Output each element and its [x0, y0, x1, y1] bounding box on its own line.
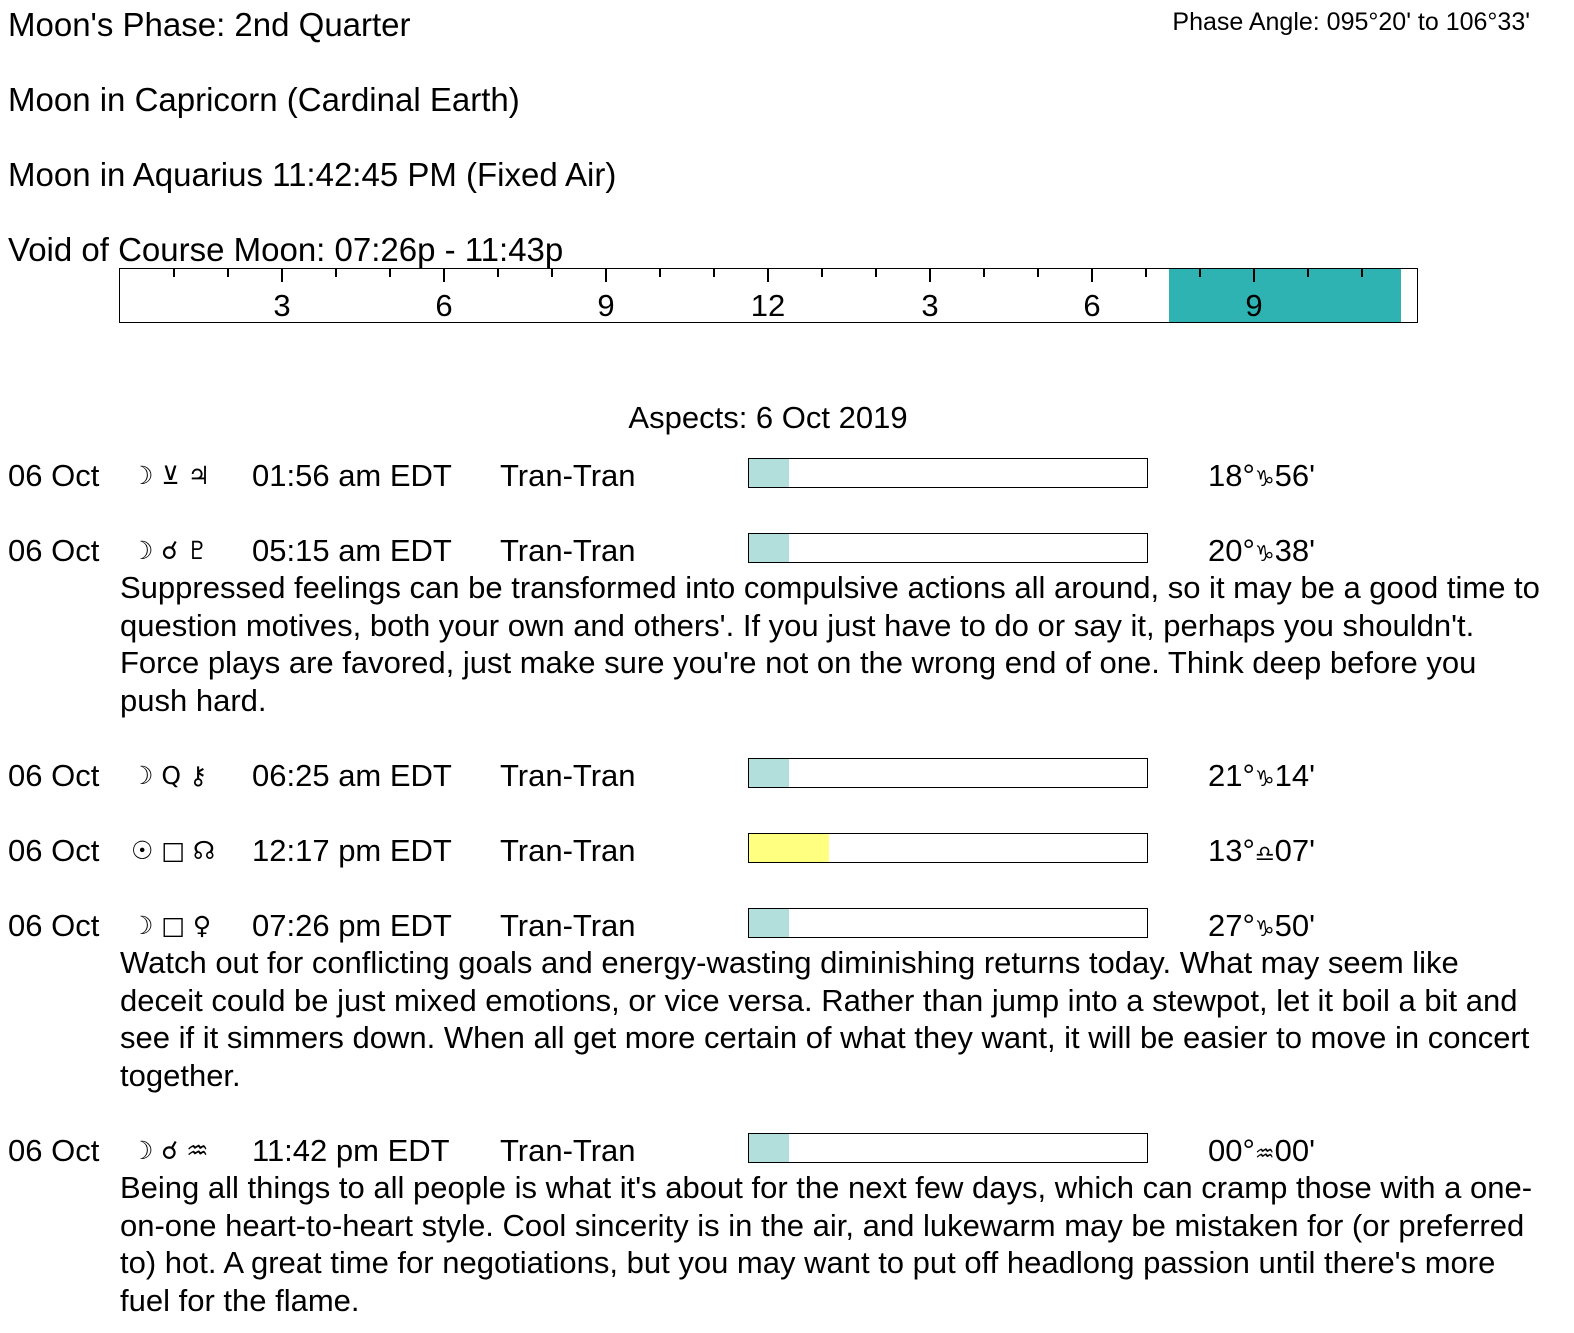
aspect-strength-bar: [748, 458, 1148, 488]
timeline-tick: [389, 269, 391, 277]
aspect-strength-fill: [749, 759, 789, 787]
timeline-hour-label: 12: [750, 288, 786, 323]
aspect-time: 11:42 pm EDT: [252, 1133, 450, 1168]
zodiac-sign-icon: ♑: [1254, 542, 1275, 567]
timeline-tick: [551, 269, 553, 277]
aspect-strength-fill: [749, 834, 829, 862]
timeline-hour-label: 6: [435, 288, 453, 323]
timeline-tick: [659, 269, 661, 277]
timeline-tick: [497, 269, 499, 277]
aspect-date: 06 Oct: [8, 833, 100, 868]
aspect-strength-fill: [749, 534, 789, 562]
timeline-tick: [443, 269, 445, 282]
aspect-position: [1208, 908, 1315, 944]
timeline-tick: [875, 269, 877, 277]
aspect-degree: 20°: [1208, 533, 1255, 568]
aspect-position: [1208, 1133, 1315, 1169]
aspects-title: Aspects: 6 Oct 2019: [628, 400, 908, 435]
aspect-strength-bar: [748, 908, 1148, 938]
aspect-degree: 21°: [1208, 758, 1255, 793]
aspect-type: Tran-Tran: [500, 533, 636, 568]
aspect-position: [1208, 758, 1315, 794]
timeline-tick: [1253, 269, 1255, 282]
zodiac-sign-icon: ♑: [1254, 767, 1275, 792]
aspect-position: [1208, 533, 1315, 569]
aspect-type: Tran-Tran: [500, 458, 636, 493]
aspect-minute: 50': [1274, 908, 1316, 943]
timeline-tick: [227, 269, 229, 277]
aspect-strength-fill: [749, 909, 789, 937]
aspect-glyphs-icon: ☽ □ ♀: [131, 911, 212, 940]
timeline-tick: [1307, 269, 1309, 277]
timeline-hour-label: 3: [921, 288, 939, 323]
aspect-time: 07:26 pm EDT: [252, 908, 452, 943]
aspect-date: 06 Oct: [8, 533, 100, 568]
aspect-time: 06:25 am EDT: [252, 758, 452, 793]
aspect-type: Tran-Tran: [500, 833, 636, 868]
void-of-course-bar: [1169, 269, 1401, 322]
timeline-tick: [173, 269, 175, 277]
aspect-time: 01:56 am EDT: [252, 458, 452, 493]
aspect-degree: 27°: [1208, 908, 1255, 943]
timeline-tick: [281, 269, 283, 282]
timeline-tick: [1037, 269, 1039, 277]
aspect-degree: 18°: [1208, 458, 1255, 493]
moon-sign: Moon in Capricorn (Cardinal Earth): [8, 81, 520, 118]
aspect-glyphs-icon: ☽ ⊻ ♃: [131, 461, 211, 490]
aspect-date: 06 Oct: [8, 458, 100, 493]
aspect-minute: 56': [1274, 458, 1316, 493]
aspect-position: [1208, 833, 1315, 869]
aspect-minute: 38': [1274, 533, 1316, 568]
aspect-strength-fill: [749, 459, 789, 487]
timeline-tick: [1199, 269, 1201, 277]
aspect-date: 06 Oct: [8, 758, 100, 793]
aspect-description: Watch out for conflicting goals and energy-wasting diminishing returns today. What may seem like deceit could be just mixed emotions, or vice versa. Rather than jump into a stewpot, let it boil a bit and see if it simmers down. When all get more certain of what they want, it will be easier to move in concert together.: [120, 945, 1530, 1093]
aspect-type: Tran-Tran: [500, 758, 636, 793]
aspect-degree: 13°: [1208, 833, 1255, 868]
timeline-tick: [983, 269, 985, 277]
aspect-strength-bar: [748, 758, 1148, 788]
aspect-strength-bar: [748, 833, 1148, 863]
void-of-course-timeline: [119, 268, 1418, 323]
timeline-tick: [713, 269, 715, 277]
aspect-minute: 14': [1274, 758, 1316, 793]
aspect-description: Suppressed feelings can be transformed into compulsive actions all around, so it may be a good time to question motives, both your own and others'. If you just have to do or say it, perhaps you shouldn't. Force plays are favored, just make sure you're not on the wrong end of one. Think deep before you push hard.: [120, 570, 1540, 718]
zodiac-sign-icon: ♒: [1254, 1142, 1275, 1167]
aspect-glyphs-icon: ☽ Q ⚷: [131, 761, 208, 790]
timeline-tick: [1091, 269, 1093, 282]
timeline-tick: [929, 269, 931, 282]
timeline-hour-label: 9: [597, 288, 615, 323]
timeline-hour-label: 3: [273, 288, 291, 323]
aspect-time: 12:17 pm EDT: [252, 833, 452, 868]
moon-ingress: Moon in Aquarius 11:42:45 PM (Fixed Air): [8, 156, 617, 193]
zodiac-sign-icon: ♑: [1254, 467, 1275, 492]
aspect-glyphs-icon: ☉ □ ☊: [131, 836, 216, 865]
timeline-tick: [335, 269, 337, 277]
aspect-date: 06 Oct: [8, 1133, 100, 1168]
aspect-minute: 07': [1274, 833, 1316, 868]
zodiac-sign-icon: ♎: [1254, 842, 1275, 867]
void-of-course: Void of Course Moon: 07:26p - 11:43p: [8, 231, 564, 268]
aspect-date: 06 Oct: [8, 908, 100, 943]
timeline-tick: [1361, 269, 1363, 277]
timeline-tick: [821, 269, 823, 277]
aspect-minute: 00': [1274, 1133, 1316, 1168]
timeline-hour-label: 9: [1245, 288, 1263, 323]
timeline-tick: [1145, 269, 1147, 277]
timeline-tick: [767, 269, 769, 282]
aspect-strength-bar: [748, 1133, 1148, 1163]
timeline-tick: [605, 269, 607, 282]
aspect-position: [1208, 458, 1315, 494]
aspect-time: 05:15 am EDT: [252, 533, 452, 568]
aspect-description: Being all things to all people is what it's about for the next few days, which can cramp those with a one-on-one heart-to-heart style. Cool sincerity is in the air, and lukewarm may be mistaken for (or preferred to) hot. A great time for negotiations, but you may want to put off headlong passion until there's more fuel for the flame.: [120, 1170, 1533, 1318]
aspect-type: Tran-Tran: [500, 1133, 636, 1168]
aspect-strength-bar: [748, 533, 1148, 563]
moon-phase: Moon's Phase: 2nd Quarter: [8, 6, 411, 43]
aspect-type: Tran-Tran: [500, 908, 636, 943]
aspect-glyphs-icon: ☽ ☌ ♒: [131, 1136, 209, 1165]
aspect-degree: 00°: [1208, 1133, 1255, 1168]
aspect-glyphs-icon: ☽ ☌ ♇: [131, 536, 209, 565]
aspect-strength-fill: [749, 1134, 789, 1162]
timeline-hour-label: 6: [1083, 288, 1101, 323]
phase-angle: Phase Angle: 095°20' to 106°33': [1172, 8, 1530, 36]
zodiac-sign-icon: ♑: [1254, 917, 1275, 942]
